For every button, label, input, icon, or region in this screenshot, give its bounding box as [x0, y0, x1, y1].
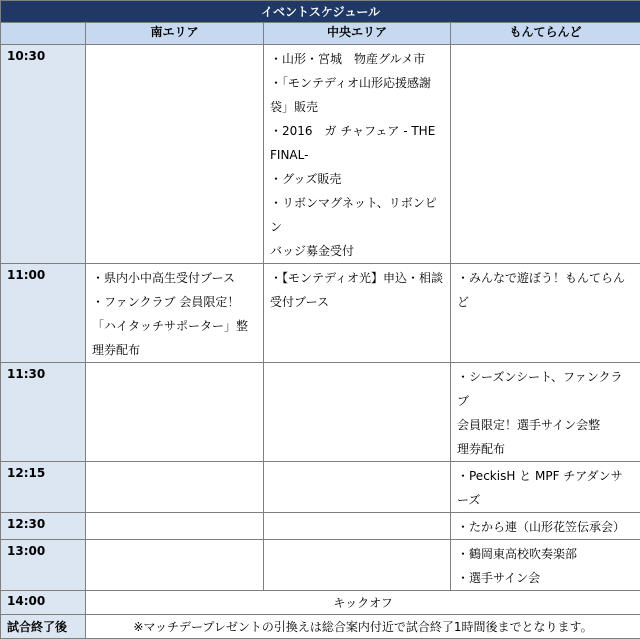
- central-area-cell: [264, 513, 451, 540]
- kickoff-time: 14:00: [1, 591, 86, 615]
- event-line: 受付ブース: [270, 290, 444, 314]
- event-line: ・ファンクラブ 会員限定！: [92, 290, 257, 314]
- event-line: ・シーズンシート、ファンクラブ: [457, 365, 634, 413]
- schedule-row: [1, 45, 640, 264]
- event-line: ーズ: [457, 488, 634, 512]
- central-area-cell: [264, 462, 451, 513]
- event-line: ・鶴岡東高校吹奏楽部: [457, 542, 634, 566]
- event-line: ・2016 ガ チャフェア - THE: [270, 119, 444, 143]
- kickoff-row: [1, 591, 640, 615]
- event-line: 理券配布: [92, 338, 257, 362]
- event-line: ・リボンマグネット、リボンピン: [270, 191, 444, 239]
- event-line: 「ハイタッチサポーター」整: [92, 314, 257, 338]
- south-area-cell: [86, 462, 264, 513]
- time-cell: 11:30: [1, 363, 86, 462]
- central-area-cell: [264, 45, 451, 264]
- montelando-cell: [451, 462, 640, 513]
- event-line: 理券配布: [457, 437, 634, 461]
- schedule-row: [1, 513, 640, 540]
- event-line: FINAL-: [270, 143, 444, 167]
- header-time: [1, 23, 86, 45]
- event-line: ・山形・宮城 物産グルメ市: [270, 47, 444, 71]
- event-line: ・【モンテディオ光】申込・相談: [270, 266, 444, 290]
- header-south-area: 南エリア: [86, 23, 264, 45]
- footer-row: [1, 615, 640, 639]
- time-cell: 12:15: [1, 462, 86, 513]
- event-line: ・県内小中高生受付ブース: [92, 266, 257, 290]
- footer-label: 試合終了後: [1, 615, 86, 639]
- central-area-cell: [264, 363, 451, 462]
- footer-note: ※マッチデープレゼントの引換えは総合案内付近で試合終了1時間後までとなります。: [86, 615, 640, 639]
- schedule-title: イベントスケジュール: [1, 1, 640, 23]
- central-area-cell: [264, 264, 451, 363]
- montelando-cell: [451, 363, 640, 462]
- montelando-cell: [451, 540, 640, 591]
- montelando-cell: [451, 264, 640, 363]
- schedule-row: [1, 264, 640, 363]
- event-line: ・PeckisH と MPF チアダンサ: [457, 464, 634, 488]
- event-line: ・選手サイン会: [457, 566, 634, 590]
- event-line: 袋」販売: [270, 95, 444, 119]
- time-cell: 11:00: [1, 264, 86, 363]
- schedule-row: [1, 363, 640, 462]
- montelando-cell: [451, 513, 640, 540]
- south-area-cell: [86, 264, 264, 363]
- event-line: バッジ募金受付: [270, 239, 444, 263]
- central-area-cell: [264, 540, 451, 591]
- schedule-row: [1, 462, 640, 513]
- time-cell: 13:00: [1, 540, 86, 591]
- south-area-cell: [86, 540, 264, 591]
- event-line: 会員限定！選手サイン会整: [457, 413, 634, 437]
- south-area-cell: [86, 363, 264, 462]
- event-line: ・グッズ販売: [270, 167, 444, 191]
- event-line: ・たから連（山形花笠伝承会）: [457, 515, 634, 539]
- time-cell: 10:30: [1, 45, 86, 264]
- event-line: ・みんなで遊ぼう！もんてらん: [457, 266, 634, 290]
- header-montelando: もんてらんど: [451, 23, 640, 45]
- header-central-area: 中央エリア: [264, 23, 451, 45]
- schedule-row: [1, 540, 640, 591]
- event-line: ・「モンテディオ山形応援感謝: [270, 71, 444, 95]
- south-area-cell: [86, 45, 264, 264]
- montelando-cell: [451, 45, 640, 264]
- time-cell: 12:30: [1, 513, 86, 540]
- kickoff-text: キックオフ: [86, 591, 640, 615]
- event-line: ど: [457, 290, 634, 314]
- south-area-cell: [86, 513, 264, 540]
- column-header-row: [1, 23, 640, 45]
